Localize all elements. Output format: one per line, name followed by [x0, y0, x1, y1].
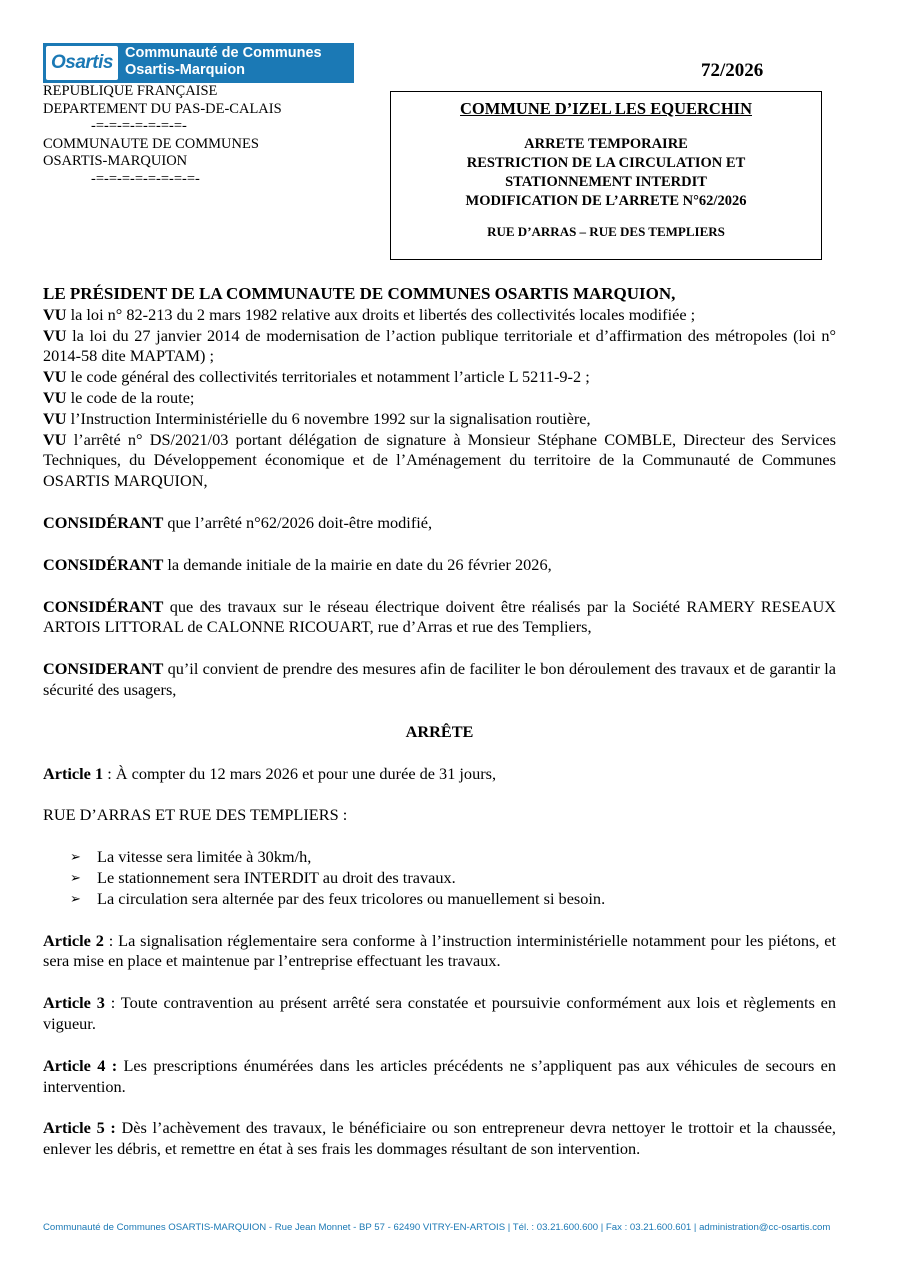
vu-label: VU — [43, 304, 67, 324]
commune-name: COMMUNE D’IZEL LES EQUERCHIN — [460, 99, 752, 118]
considerant-clause — [43, 555, 836, 576]
arrete-reference-number: 72/2026 — [701, 60, 764, 81]
header-osartis: OSARTIS-MARQUION — [43, 153, 188, 169]
article-text: Les prescriptions énumérées dans les articles précédents ne s’appliquent pas aux véhicules de secours en intervention. — [43, 1055, 836, 1096]
article-1 — [43, 764, 836, 785]
vu-clause — [43, 367, 836, 388]
left-header-block — [43, 83, 282, 188]
article-text: : La signalisation réglementaire sera conforme à l’instruction interministérielle notamment pour les piétons, et sera mise en place et maintenue par l’entreprise effectuant les travaux. — [43, 930, 836, 971]
considerant-clause — [43, 659, 836, 701]
measure-item — [70, 847, 836, 868]
vu-label: VU — [43, 408, 67, 428]
vu-text: la loi du 27 janvier 2014 de modernisation de l’action publique territoriale et d’affirmation des métropoles (loi n° 2014-58 dite MAPTAM) ; — [43, 325, 836, 366]
header-separator: -=-=-=-=-=-=-=-=- — [91, 170, 200, 187]
article-4 — [43, 1056, 836, 1098]
vu-text: l’arrêté n° DS/2021/03 portant délégation de signature à Monsieur Stéphane COMBLE, Directeur des Services Techniques, du Développement économique et de l’Aménagement du territoire de la Communauté de Communes OSARTIS MARQUION, — [43, 429, 836, 491]
vu-clause — [43, 430, 836, 492]
document-body — [43, 284, 836, 1160]
article-text: Dès l’achèvement des travaux, le bénéficiaire ou son entrepreneur devra nettoyer le trottoir et la chaussée, enlever les débris, et remettre en état à ses frais les dommages résultant de son intervention. — [43, 1118, 837, 1159]
considerant-text: que des travaux sur le réseau électrique doivent être réalisés par la Société RAMERY RESEAUX ARTOIS LITTORAL de CALONNE RICOUART, rue d’Arras et rue des Templiers, — [43, 596, 836, 637]
president-heading: LE PRÉSIDENT DE LA COMMUNAUTE DE COMMUNES OSARTIS MARQUION, — [43, 284, 676, 303]
measure-text: La vitesse sera limitée à 30km/h, — [97, 847, 312, 867]
article-2 — [43, 931, 836, 973]
considerant-label: CONSIDERANT — [43, 659, 164, 679]
vu-text: le code général des collectivités territoriales et notamment l’article L 5211-9-2 ; — [66, 367, 590, 387]
article-5 — [43, 1118, 836, 1160]
measure-text: La circulation sera alternée par des feux tricolores ou manuellement si besoin. — [97, 888, 606, 908]
vu-label: VU — [43, 387, 67, 407]
considerant-text: que l’arrêté n°62/2026 doit-être modifié, — [163, 512, 433, 532]
arrow-bullet-icon: ➢ — [70, 869, 81, 885]
article-label: Article 2 — [43, 930, 104, 950]
header-republique: REPUBLIQUE FRANÇAISE — [43, 83, 218, 99]
arrete-title — [391, 135, 821, 211]
arrete-title-line: MODIFICATION DE L’ARRETE N°62/2026 — [465, 193, 747, 209]
article-text: : À compter du 12 mars 2026 et pour une durée de 31 jours, — [103, 763, 497, 783]
considerant-text: qu’il convient de prendre des mesures afin de faciliter le bon déroulement des travaux et de garantir la sécurité des usagers, — [43, 659, 836, 699]
vu-label: VU — [43, 325, 67, 345]
measure-item — [70, 889, 836, 910]
osartis-logo — [43, 43, 354, 83]
article-label: Article 3 — [43, 993, 105, 1013]
logo-mark-text: Osartis — [51, 52, 113, 73]
arrow-bullet-icon: ➢ — [70, 890, 81, 906]
header-communaute: COMMUNAUTE DE COMMUNES — [43, 135, 259, 152]
measure-text: Le stationnement sera INTERDIT au droit des travaux. — [97, 867, 456, 887]
considerant-clause — [43, 597, 836, 639]
article-label: Article 4 : — [43, 1055, 118, 1075]
article-label: Article 5 : — [43, 1118, 116, 1138]
vu-clause — [43, 409, 836, 430]
logo-line-1: Communauté de Communes — [125, 45, 322, 61]
logo-text — [118, 43, 322, 83]
vu-clause — [43, 326, 836, 368]
arrete-title-line: RESTRICTION DE LA CIRCULATION ET — [466, 155, 746, 171]
arrow-bullet-icon: ➢ — [70, 849, 81, 865]
page-footer: Communauté de Communes OSARTIS-MARQUION - Rue Jean Monnet - BP 57 - 62490 VITRY-EN-ARTOIS | Tél. : 03.21.600.600 | Fax : 03.21.600.601 | administration@cc-osartis.com — [43, 1222, 831, 1233]
measure-item — [70, 868, 836, 889]
street-names: RUE D’ARRAS – RUE DES TEMPLIERS — [487, 224, 725, 239]
osartis-logo-mark — [46, 46, 118, 80]
vu-text: la loi n° 82-213 du 2 mars 1982 relative aux droits et libertés des collectivités locales modifiée ; — [66, 304, 696, 324]
arrete-heading: ARRÊTE — [405, 721, 474, 741]
arrete-title-line: STATIONNEMENT INTERDIT — [505, 174, 707, 190]
considerant-label: CONSIDÉRANT — [43, 596, 164, 616]
arrete-title-line: ARRETE TEMPORAIRE — [524, 136, 688, 152]
vu-text: le code de la route; — [66, 387, 195, 407]
considerant-text: la demande initiale de la mairie en date du 26 février 2026, — [163, 554, 552, 574]
vu-label: VU — [43, 367, 67, 387]
article-text: : Toute contravention au présent arrêté sera constatée et poursuivie conformément aux lois et règlements en vigueur. — [43, 993, 836, 1033]
article-3 — [43, 993, 836, 1035]
vu-label: VU — [43, 429, 67, 449]
vu-text: l’Instruction Interministérielle du 6 novembre 1992 sur la signalisation routière, — [66, 408, 591, 428]
considerant-label: CONSIDÉRANT — [43, 512, 164, 532]
logo-line-2: Osartis-Marquion — [125, 62, 246, 78]
vu-clause — [43, 305, 836, 326]
considerant-clause — [43, 513, 836, 534]
header-separator: -=-=-=-=-=-=-=- — [91, 118, 187, 134]
vu-clause — [43, 388, 836, 409]
arrete-title-box — [390, 91, 822, 260]
article-1-measures — [43, 847, 836, 909]
considerant-label: CONSIDÉRANT — [43, 554, 164, 574]
article-label: Article 1 — [43, 763, 104, 783]
header-departement: DEPARTEMENT DU PAS-DE-CALAIS — [43, 100, 282, 117]
article-1-streets: RUE D’ARRAS ET RUE DES TEMPLIERS : — [43, 805, 348, 825]
